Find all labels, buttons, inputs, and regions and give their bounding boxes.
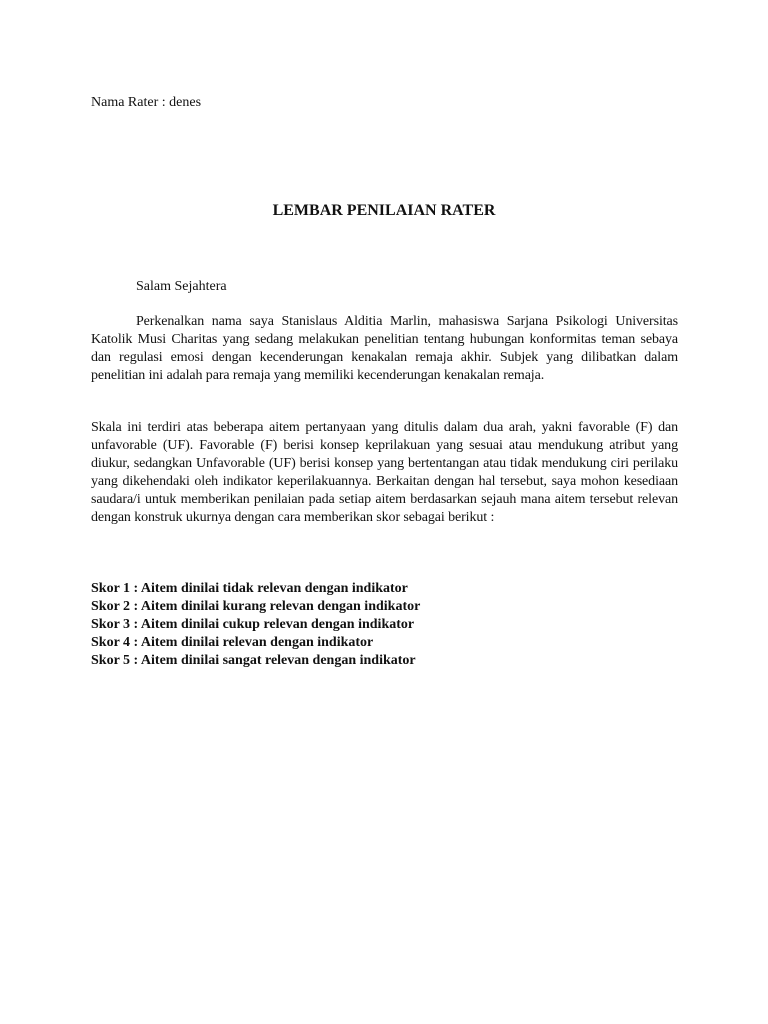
score-item-3: Skor 3 : Aitem dinilai cukup relevan dengan indikator xyxy=(91,617,415,632)
rater-name-line: Nama Rater : denes xyxy=(91,95,202,110)
document-title: LEMBAR PENILAIAN RATER xyxy=(272,202,496,219)
intro-paragraph: Perkenalkan nama saya Stanislaus Alditia Marlin, mahasiswa Sarjana Psikologi Universitas Katolik Musi Charitas yang sedang melakukan penelitian tentang hubungan konformitas teman sebaya dan regulasi emosi dengan kecenderungan kenakalan remaja akhir. Subjek yang dilibatkan dalam penelitian ini adalah para remaja yang memiliki kecenderungan kenakalan remaja. xyxy=(91,314,678,383)
score-list xyxy=(91,580,420,670)
greeting: Salam Sejahtera xyxy=(136,279,227,294)
scale-description-paragraph: Skala ini terdiri atas beberapa aitem pertanyaan yang ditulis dalam dua arah, yakni favorable (F) dan unfavorable (UF). Favorable (F) berisi konsep keprilakuan yang sesuai atau mendukung atribut yang diukur, sedangkan Unfavorable (UF) berisi konsep yang bertentangan atau tidak mendukung ciri perilaku yang dikehendaki oleh indikator keperilakuannya. Berkaitan dengan hal tersebut, saya mohon kesediaan saudara/i untuk memberikan penilaian pada setiap aitem berdasarkan sejauh mana aitem tersebut relevan dengan konstruk ukurnya dengan cara memberikan skor sebagai berikut : xyxy=(91,420,678,525)
score-item-1: Skor 1 : Aitem dinilai tidak relevan dengan indikator xyxy=(91,581,408,596)
score-item-5: Skor 5 : Aitem dinilai sangat relevan dengan indikator xyxy=(91,653,416,668)
score-item-4: Skor 4 : Aitem dinilai relevan dengan indikator xyxy=(91,635,374,650)
score-item-2: Skor 2 : Aitem dinilai kurang relevan dengan indikator xyxy=(91,599,421,614)
